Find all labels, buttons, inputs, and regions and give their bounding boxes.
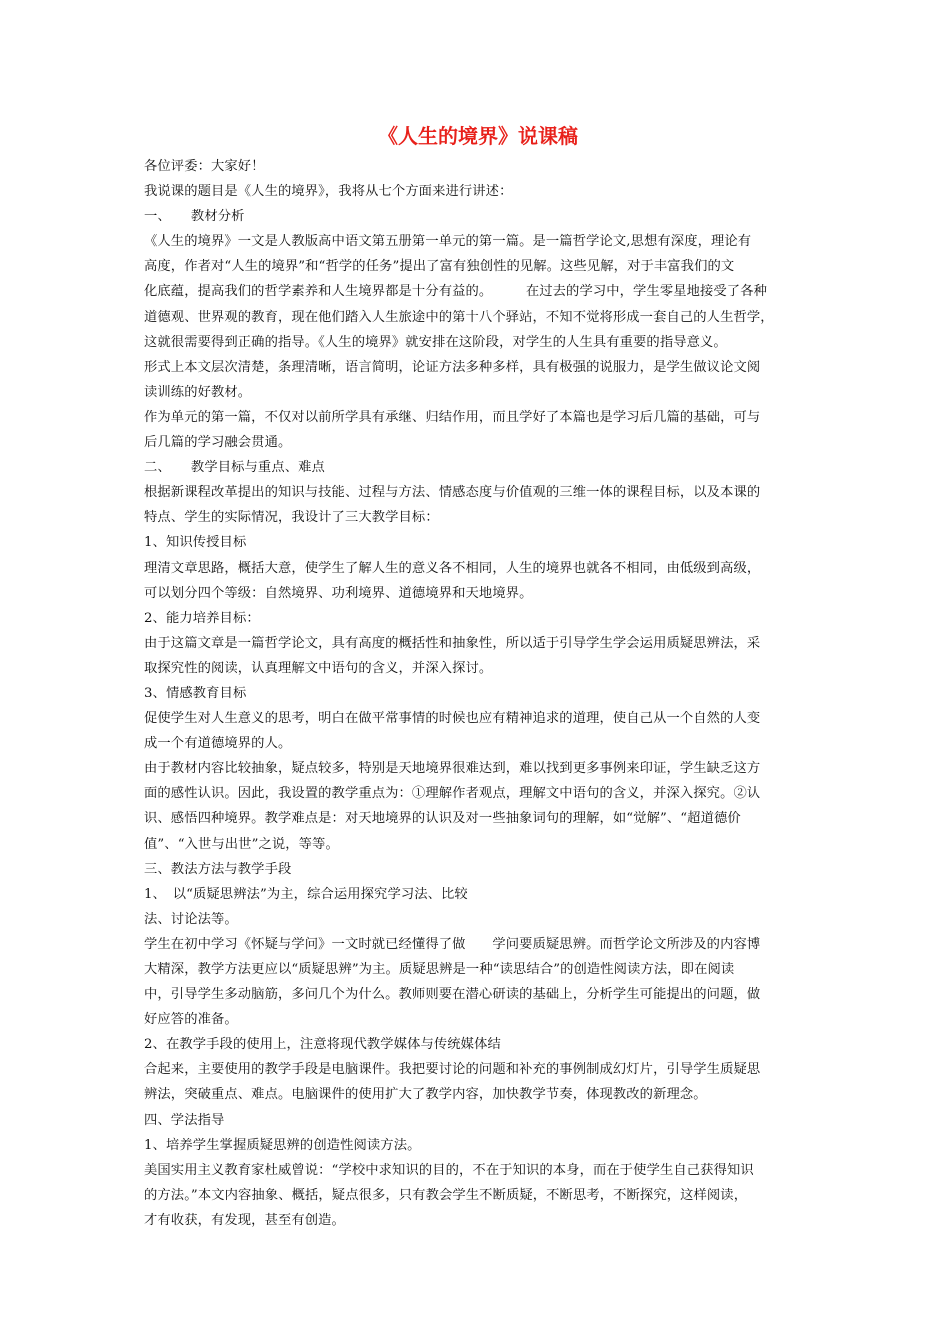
text-line: 2、在教学手段的使用上，注意将现代教学媒体与传统媒体结 [144, 1037, 501, 1053]
text-line: 形式上本文层次清楚，条理清晰，语言简明，论证方法多种多样，具有极强的说服力，是学生做议论文阅 [144, 359, 761, 375]
text-line: 3、情感教育目标 [144, 685, 247, 701]
text-line: 根据新课程改革提出的知识与技能、过程与方法、情感态度与价值观的三维一体的课程目标，以及本课的 [144, 485, 761, 501]
text-line: 这就很需要得到正确的指导。《人生的境界》就安排在这阶段，对学生的人生具有重要的指导意义。 [144, 334, 727, 350]
text-line: 可以划分四个等级：自然境界、功利境界、道德境界和天地境界。 [144, 585, 533, 601]
text-line: 识、感悟四种境界。教学难点是：对天地境界的认识及对一些抽象词句的理解，如“觉解”、“超道德价 [144, 811, 741, 827]
text-line: 面的感性认识。因此，我设置的教学重点为：①理解作者观点，理解文中语句的含义，并深入探究。②认 [144, 786, 761, 802]
text-line: 的方法。”本文内容抽象、概括，疑点很多，只有教会学生不断质疑，不断思考，不断探究，这样阅读， [144, 1187, 748, 1203]
text-line: 辨法，突破重点、难点。电脑课件的使用扩大了教学内容，加快教学节奏，体现教改的新理念。 [144, 1087, 707, 1103]
text-line: 2、能力培养目标： [144, 610, 260, 626]
text-line: 道德观、世界观的教育，现在他们踏入人生旅途中的第十八个驿站，不知不觉将形成一套自己的人生哲学， [144, 309, 774, 325]
text-line: 美国实用主义教育家杜威曾说：“学校中求知识的目的，不在于知识的本身，而在于使学生自己获得知识 [144, 1162, 754, 1178]
text-line: 值”、“入世与出世”之说，等等。 [144, 836, 339, 852]
text-line: 才有收获，有发现，甚至有创造。 [144, 1212, 345, 1228]
text-line: 后几篇的学习融会贯通。 [144, 435, 292, 451]
text-line: 《人生的境界》一文是人教版高中语文第五册第一单元的第一篇。是一篇哲学论文,思想有深度，理论有 [144, 234, 752, 250]
text-line: 特点、学生的实际情况，我设计了三大教学目标： [144, 510, 439, 526]
text-line: 法、讨论法等。 [144, 911, 238, 927]
text-line: 由于教材内容比较抽象，疑点较多，特别是天地境界很难达到，难以找到更多事例来印证，学生缺乏这方 [144, 761, 761, 777]
text-line: 1、培养学生掌握质疑思辨的创造性阅读方法。 [144, 1137, 421, 1153]
text-line: 四、学法指导 [144, 1112, 225, 1128]
text-line: 各位评委：大家好！ [144, 159, 265, 174]
text-line: 由于这篇文章是一篇哲学论文，具有高度的概括性和抽象性，所以适于引导学生学会运用质疑思辨法，采 [144, 635, 761, 651]
document-body [144, 154, 812, 1233]
text-line: 化底蕴，提高我们的哲学素养和人生境界都是十分有益的。 在过去的学习中，学生零星地接受了各种 [144, 284, 768, 300]
text-line: 学生在初中学习《怀疑与学问》一文时就已经懂得了做 学问要质疑思辨。而哲学论文所涉及的内容博 [144, 936, 761, 952]
text-line: 二、 教学目标与重点、难点 [144, 460, 325, 476]
text-line: 1、知识传授目标 [144, 535, 247, 551]
text-line: 1、 以“质疑思辨法”为主，综合运用探究学习法、比较 [144, 886, 468, 902]
text-line: 好应答的准备。 [144, 1012, 238, 1028]
text-line: 取探究性的阅读，认真理解文中语句的含义，并深入探讨。 [144, 660, 493, 676]
text-line: 中，引导学生多动脑筋，多问几个为什么。教师则要在潜心研读的基础上，分析学生可能提出的问题，做 [144, 987, 761, 1003]
text-line: 我说课的题目是《人生的境界》，我将从七个方面来进行讲述： [144, 184, 513, 200]
text-line: 三、教法方法与教学手段 [144, 861, 292, 877]
document-page [144, 118, 812, 1233]
text-line: 作为单元的第一篇，不仅对以前所学具有承继、归结作用，而且学好了本篇也是学习后几篇的基础，可与 [144, 409, 761, 425]
text-line: 一、 教材分析 [144, 209, 245, 225]
text-line: 成一个有道德境界的人。 [144, 736, 292, 752]
text-line: 大精深，教学方法更应以“质疑思辨”为主。质疑思辨是一种“读思结合”的创造性阅读方法，即在阅读 [144, 962, 735, 977]
text-line: 合起来，主要使用的教学手段是电脑课件。我把要讨论的问题和补充的事例制成幻灯片，引导学生质疑思 [144, 1062, 761, 1078]
document-title: 《人生的境界》说课稿 [378, 124, 578, 148]
text-line: 高度，作者对“人生的境界”和“哲学的任务”提出了富有独创性的见解。这些见解，对于丰富我们的文 [144, 259, 735, 275]
text-line: 理清文章思路，概括大意，使学生了解人生的意义各不相同，人生的境界也就各不相同，由低级到高级， [144, 560, 761, 576]
text-line: 读训练的好教材。 [144, 384, 252, 400]
text-line: 促使学生对人生意义的思考，明白在做平常事情的时候也应有精神追求的道理，使自己从一个自然的人变 [144, 711, 761, 727]
